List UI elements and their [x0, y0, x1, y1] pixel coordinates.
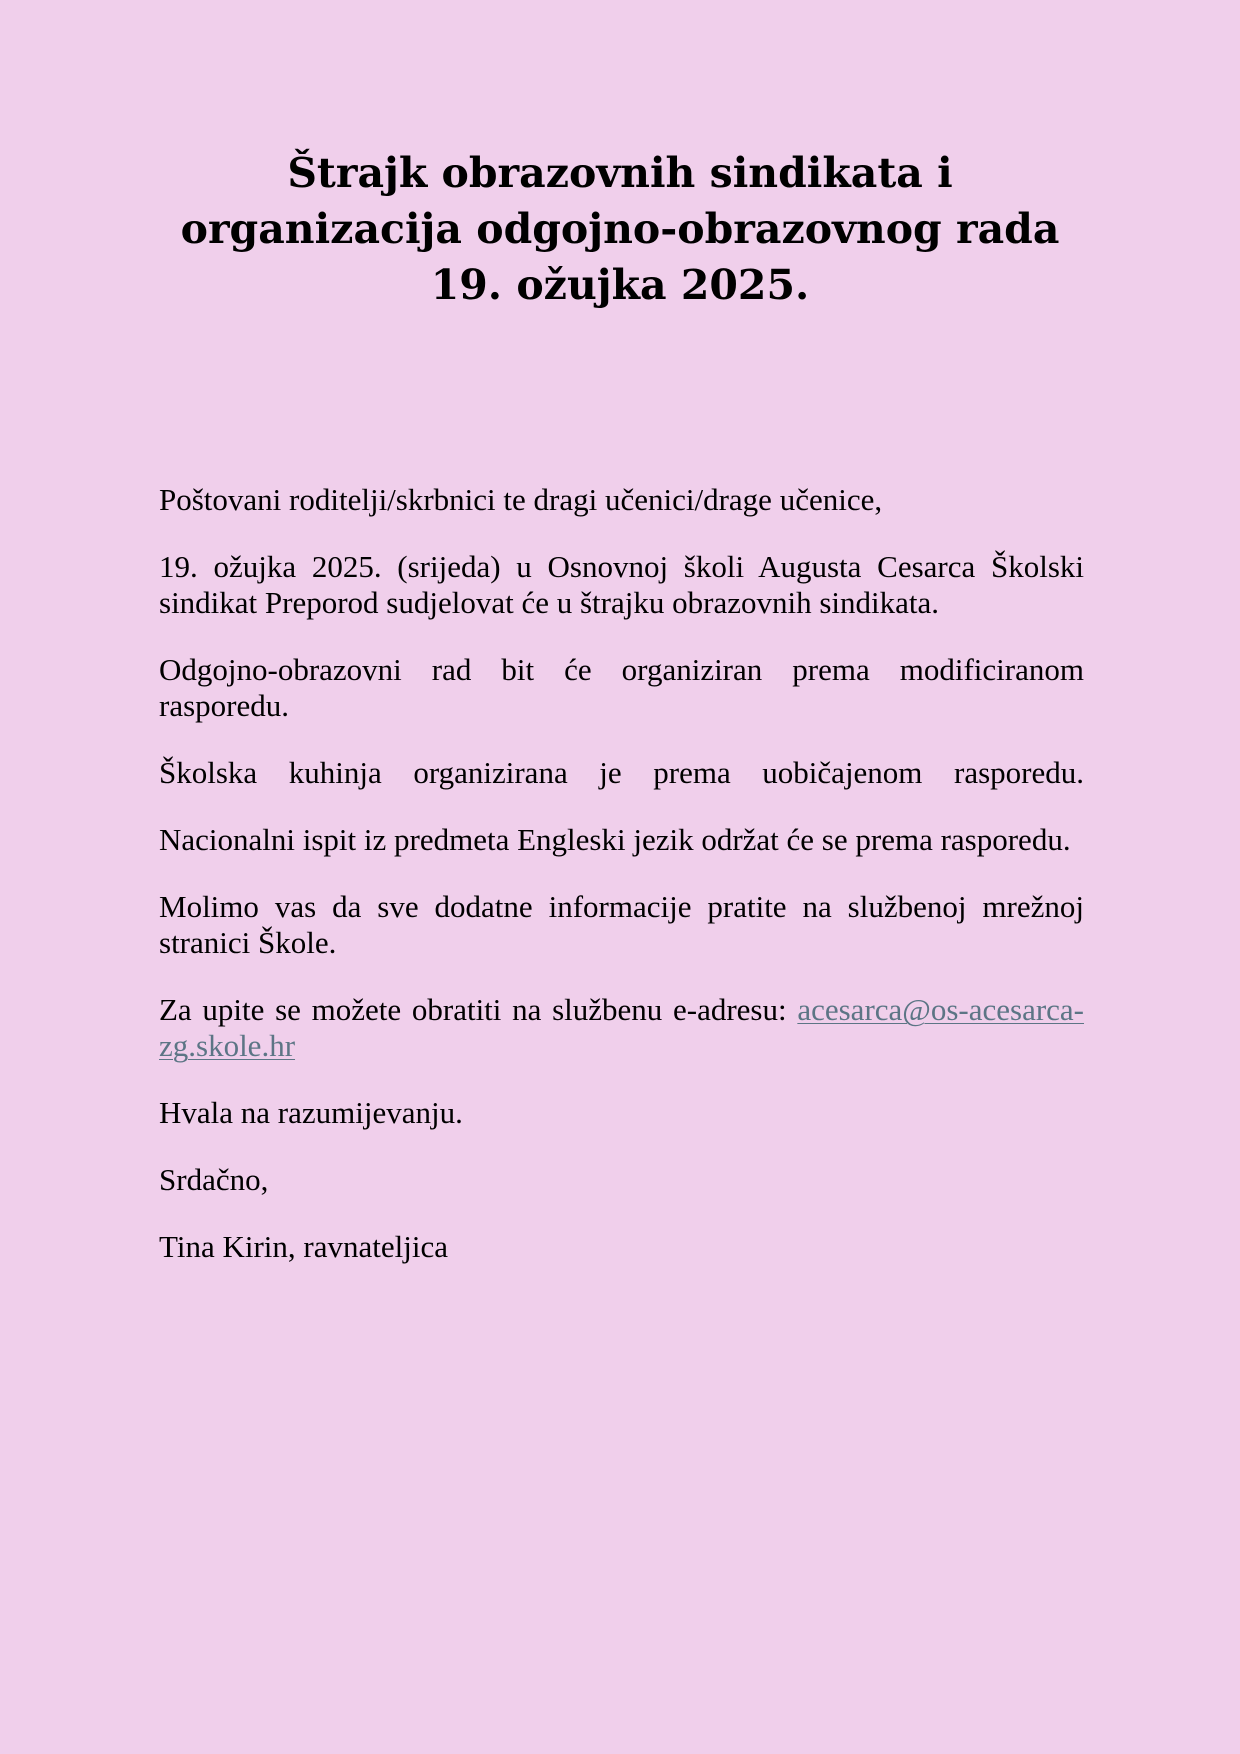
contact-paragraph: [159, 992, 1084, 1064]
greeting-paragraph: Poštovani roditelji/skrbnici te dragi učenici/drage učenice,: [159, 482, 883, 517]
document-title: [120, 145, 1120, 313]
kitchen-notice-paragraph: Školska kuhinja organizirana je prema uobičajenom rasporedu.: [159, 755, 1084, 790]
strike-notice-paragraph: 19. ožujka 2025. (srijeda) u Osnovnoj školi Augusta Cesarca Školski sindikat Preporod sudjelovat će u štrajku obrazovnih sindikata.: [159, 549, 1084, 620]
signature-paragraph: Tina Kirin, ravnateljica: [159, 1229, 448, 1264]
exam-notice-paragraph: Nacionalni ispit iz predmeta Engleski jezik održat će se prema rasporedu.: [159, 822, 1071, 857]
info-notice-paragraph: Molimo vas da sve dodatne informacije pratite na službenoj mrežnoj stranici Škole.: [159, 889, 1084, 960]
email-link[interactable]: acesarca@os-acesarca-zg.skole.hr: [159, 992, 1084, 1063]
title-line-3: 19. ožujka 2025.: [430, 261, 810, 309]
title-line-1: Štrajk obrazovnih sindikata i: [287, 149, 953, 197]
closing-paragraph: Srdačno,: [159, 1162, 269, 1197]
schedule-notice-paragraph: Odgojno-obrazovni rad bit će organiziran prema modificiranom rasporedu.: [159, 652, 1084, 723]
document-body: [159, 482, 1084, 1296]
thanks-paragraph: Hvala na razumijevanju.: [159, 1095, 463, 1130]
title-line-2: organizacija odgojno-obrazovnog rada: [180, 205, 1060, 253]
contact-prefix: Za upite se možete obratiti na službenu e-adresu:: [159, 992, 798, 1027]
